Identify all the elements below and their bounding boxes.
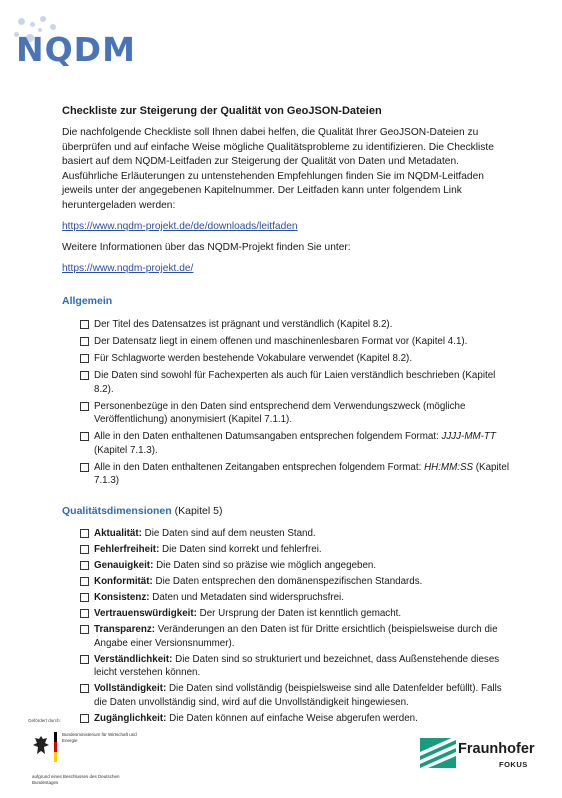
section-heading-allgemein: Allgemein [62,295,113,307]
logo-dot [40,16,46,22]
checkbox[interactable] [80,371,89,380]
bundestag-decision-text: aufgrund eines Beschlusses des Deutschen Bundestages [32,774,120,785]
logo-dot [30,22,35,27]
intro-paragraph: Die nachfolgende Checkliste soll Ihnen dabei helfen, die Qualität Ihrer GeoJSON-Dateien zu überprüfen und auf einfache Weise mögliche Qualitätsprobleme zu identifizieren. Die Checkliste basiert auf dem NQDM-Leitfaden zur Steigerung der Qualität von Daten und Metadaten. Ausführliche Erläuterungen zu untenstehenden Empfehlungen finden Sie im NQDM-Leitfaden jeweils unter der angegebenen Kapitelnummer. Der Leitfaden kann unter folgendem Link heruntergeladen werden: [62,127,494,211]
federal-eagle-icon [32,734,50,758]
checklist-item: Aktualität: Die Daten sind auf dem neusten Stand. [80,527,510,541]
checklist-item: Konsistenz: Daten und Metadaten sind widerspruchsfrei. [80,591,510,605]
checklist-allgemein [80,318,510,491]
project-link[interactable]: https://www.nqdm-projekt.de/ [62,263,194,274]
checklist-item: Konformität: Die Daten entsprechen den domänenspezifischen Standards. [80,575,510,589]
checklist-item: Zugänglichkeit: Die Daten können auf einfache Weise abgerufen werden. [80,712,510,726]
checklist-item: Verständlichkeit: Die Daten sind so strukturiert und bezeichnet, dass Außenstehende dieses leicht verstehen können. [80,653,510,680]
checkbox[interactable] [80,354,89,363]
checkbox[interactable] [80,432,89,441]
checkbox[interactable] [80,609,89,618]
checkbox[interactable] [80,545,89,554]
checklist-item: Der Datensatz liegt in einem offenen und maschinenlesbaren Format vor (Kapitel 4.1). [80,335,510,349]
fraunhofer-mark-icon [420,738,456,768]
leitfaden-link[interactable]: https://www.nqdm-projekt.de/de/downloads/leitfaden [62,221,298,232]
fraunhofer-logo [418,738,538,778]
checklist-item: Die Daten sind sowohl für Fachexperten als auch für Laien verständlich beschrieben (Kapitel 8.2). [80,369,510,396]
checklist-qualitaetsdimensionen [80,527,510,728]
checklist-item: Personenbezüge in den Daten sind entsprechend dem Verwendungszweck (mögliche Veröffentlichung) anonymisiert (Kapitel 7.1.1). [80,400,510,427]
funded-by-label: Gefördert durch: [28,718,61,723]
checklist-item: Alle in den Daten enthaltenen Zeitangaben entsprechen folgendem Format: HH:MM:SS (Kapitel 7.1.3) [80,461,510,488]
checklist-item: Transparenz: Veränderungen an den Daten ist für Dritte ersichtlich (beispielsweise durch die Angabe einer Versionsnummer). [80,623,510,650]
checkbox[interactable] [80,320,89,329]
checkbox[interactable] [80,684,89,693]
checkbox[interactable] [80,463,89,472]
checkbox[interactable] [80,529,89,538]
checklist-item: Alle in den Daten enthaltenen Datumsangaben entsprechen folgendem Format: JJJJ-MM-TT (Kapitel 7.1.3). [80,430,510,457]
german-flag-icon [54,732,57,762]
checkbox[interactable] [80,577,89,586]
logo-dot [18,18,25,25]
fokus-label: FOKUS [499,760,528,769]
logo-text: NQDM [16,30,136,69]
checklist-item: Fehlerfreiheit: Die Daten sind korrekt und fehlerfrei. [80,543,510,557]
fraunhofer-name: Fraunhofer [458,741,535,757]
checklist-item: Vollständigkeit: Die Daten sind vollständig (beispielsweise sind alle Datenfelder befüllt). Falls die Daten unvollständig sind, wird auf die Unvollständigkeit hingewiesen. [80,682,510,709]
checkbox[interactable] [80,655,89,664]
checkbox[interactable] [80,402,89,411]
checkbox[interactable] [80,561,89,570]
bmwi-funding-logo [28,718,158,790]
more-info-text: Weitere Informationen über das NQDM-Projekt finden Sie unter: [62,242,351,253]
checklist-item: Vertrauenswürdigkeit: Der Ursprung der Daten ist kenntlich gemacht. [80,607,510,621]
checklist-item: Für Schlagworte werden bestehende Vokabulare verwendet (Kapitel 8.2). [80,352,510,366]
section-heading-qualitaetsdimensionen: Qualitätsdimensionen (Kapitel 5) [62,505,223,517]
checkbox[interactable] [80,337,89,346]
checkbox[interactable] [80,593,89,602]
nqdm-logo [14,18,164,76]
checklist-item: Genauigkeit: Die Daten sind so präzise wie möglich angegeben. [80,559,510,573]
page-title: Checkliste zur Steigerung der Qualität von GeoJSON-Dateien [62,105,382,117]
checkbox[interactable] [80,625,89,634]
ministry-name: Bundesministerium für Wirtschaft und Energie [62,732,137,743]
checklist-item: Der Titel des Datensatzes ist prägnant und verständlich (Kapitel 8.2). [80,318,510,332]
